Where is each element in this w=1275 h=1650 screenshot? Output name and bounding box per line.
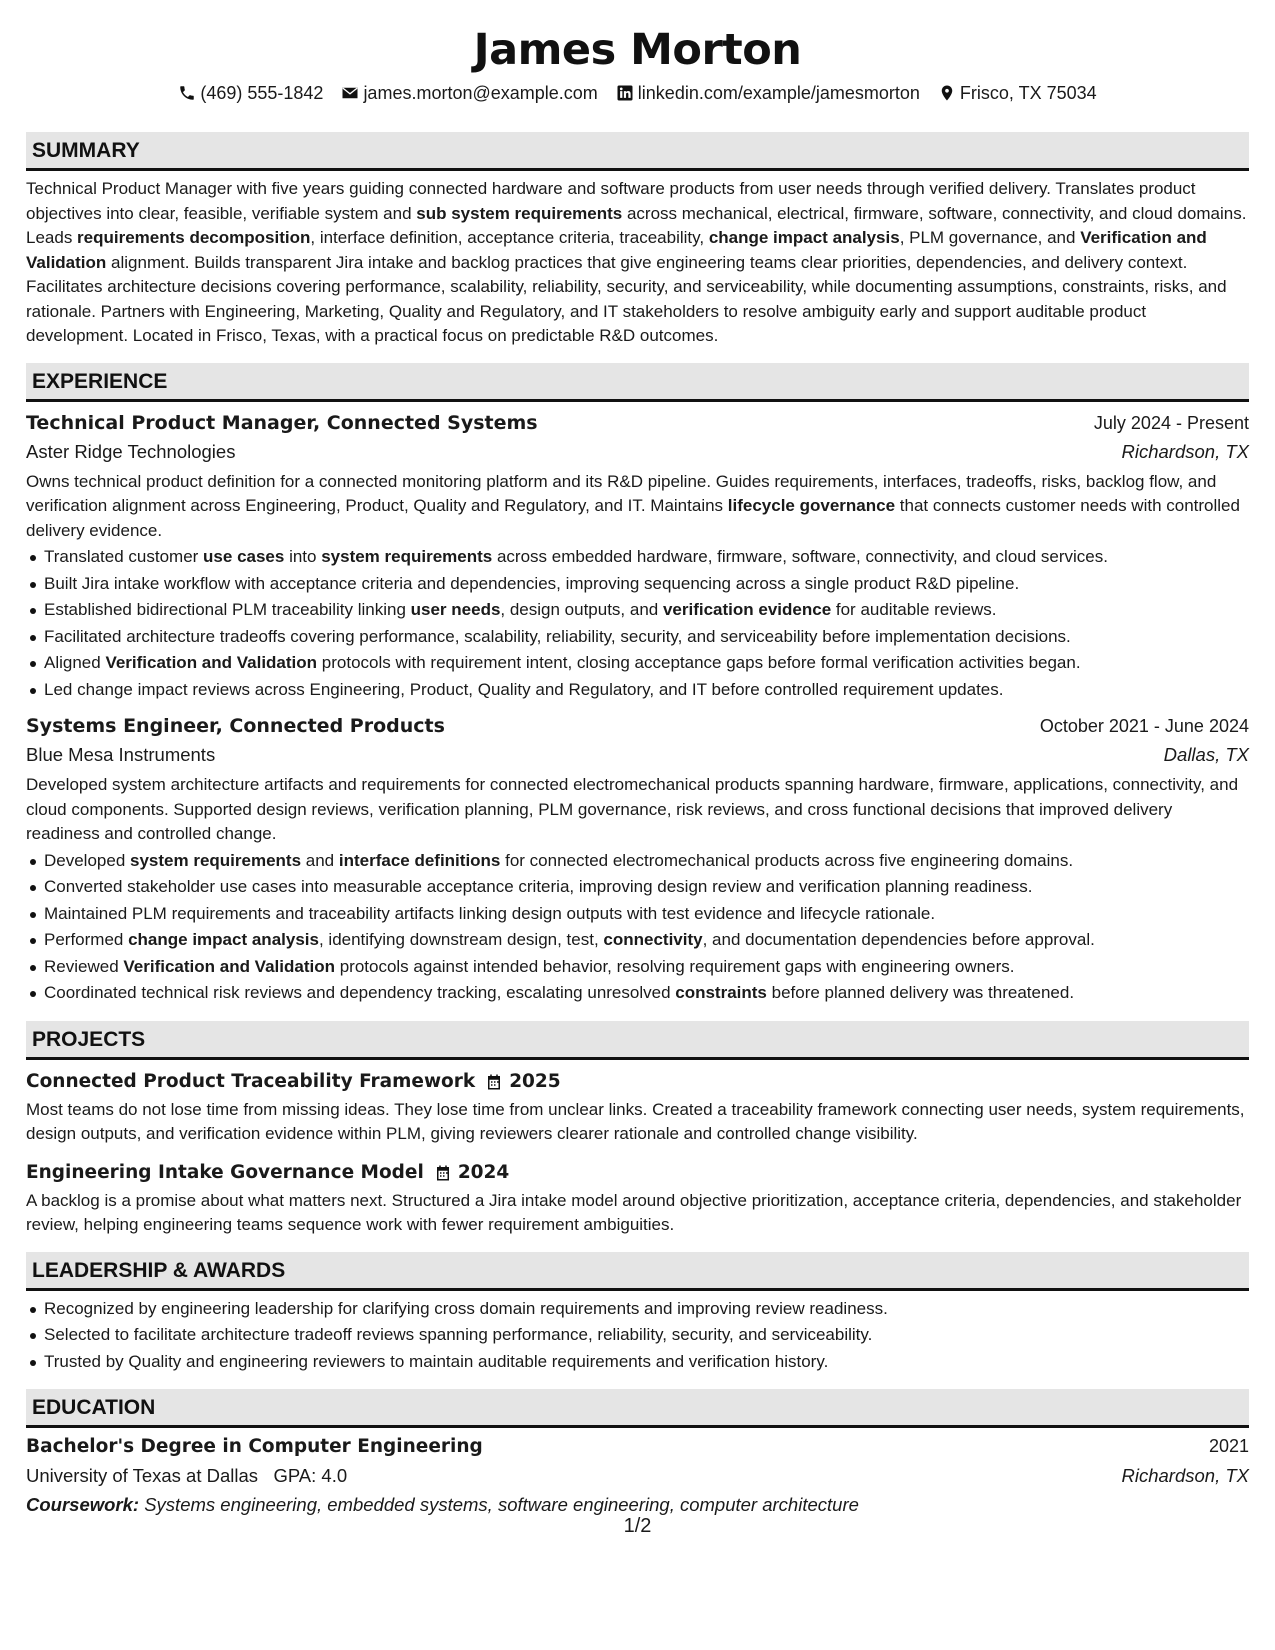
email-text[interactable]: james.morton@example.com	[363, 83, 598, 103]
job-title: Technical Product Manager, Connected Systems	[26, 411, 538, 434]
phone-text: (469) 555-1842	[200, 83, 324, 103]
list-item: Maintained PLM requirements and traceability artifacts linking design outputs with test evidence and lifecycle rationale.	[26, 901, 1249, 928]
list-item: Translated customer use cases into system requirements across embedded hardware, firmware, software, connectivity, and cloud services.	[26, 544, 1249, 571]
list-item: Established bidirectional PLM traceability linking user needs, design outputs, and verification evidence for auditable reviews.	[26, 597, 1249, 624]
page-number: 1/2	[623, 1515, 652, 1537]
project-year: 2025	[509, 1070, 561, 1092]
emphasis-text: constraints	[675, 983, 767, 1002]
section-heading: EXPERIENCE	[26, 363, 1249, 402]
project-year: 2024	[457, 1161, 510, 1183]
job-location: Dallas, TX	[1163, 744, 1249, 765]
section-heading: EDUCATION	[26, 1389, 1249, 1428]
list-item: Trusted by Quality and engineering reviewers to maintain auditable requirements and verification history.	[26, 1349, 1249, 1376]
project-description: A backlog is a promise about what matters next. Structured a Jira intake model around objective prioritization, acceptance criteria, dependencies, and stakeholder review, helping engineering teams sequence work with fewer requirement ambiguities.	[26, 1190, 1242, 1234]
section-heading: LEADERSHIP & AWARDS	[26, 1252, 1249, 1291]
company-name: Aster Ridge Technologies	[26, 440, 236, 462]
contact-email[interactable]	[341, 80, 597, 106]
project-description: Most teams do not lose time from missing ideas. They lose time from unclear links. Created a traceability framework connecting user needs, system requirements, design outputs, and verification evidence within PLM, giving reviewers clearer rationale and controlled change visibility.	[26, 1099, 1245, 1143]
list-item: Facilitated architecture tradeoffs covering performance, scalability, reliability, security, and serviceability before implementation decisions.	[26, 624, 1249, 651]
list-item: Developed system requirements and interface definitions for connected electromechanical products across five engineering domains.	[26, 848, 1249, 875]
job-description: Owns technical product definition for a connected monitoring platform and its R&D pipeline. Guides requirements, interfaces, tradeoffs, risks, backlog flow, and verification alignment across Engineering, Product, Quality and Regulatory, and IT. Maintains lifecycle governance that connects customer needs with controlled delivery evidence.	[26, 471, 1240, 540]
leadership-list	[26, 1296, 1249, 1376]
leadership-section	[26, 1252, 1249, 1376]
project-entry	[26, 1068, 1249, 1147]
list-item: Performed change impact analysis, identifying downstream design, test, connectivity, and documentation dependencies before approval.	[26, 927, 1249, 954]
school-location: Richardson, TX	[1121, 1465, 1249, 1486]
list-item: Led change impact reviews across Engineering, Product, Quality and Regulatory, and IT before controlled requirement updates.	[26, 677, 1249, 704]
phone-icon	[178, 84, 196, 102]
experience-section	[26, 363, 1249, 1007]
job-dates: July 2024 - Present	[1093, 412, 1249, 433]
list-item: Reviewed Verification and Validation protocols against intended behavior, resolving requirement gaps with engineering owners.	[26, 954, 1249, 981]
emphasis-text: user needs	[410, 600, 501, 619]
job-title: Systems Engineer, Connected Products	[26, 715, 445, 737]
contact-linkedin[interactable]	[616, 80, 920, 106]
emphasis-text: requirements decomposition	[77, 228, 311, 247]
emphasis-text: system requirements	[321, 547, 493, 566]
job-location: Richardson, TX	[1121, 440, 1249, 462]
linkedin-icon	[616, 84, 634, 102]
emphasis-text: Verification and Validation	[123, 956, 335, 976]
job-entry	[26, 711, 1249, 1007]
job-bullets	[26, 848, 1249, 1007]
contact-bar	[26, 80, 1249, 106]
company-name: Blue Mesa Instruments	[26, 744, 216, 765]
coursework-text: Systems engineering, embedded systems, software engineering, computer architecture	[144, 1494, 859, 1515]
calendar-icon	[485, 1073, 503, 1091]
linkedin-text[interactable]: linkedin.com/example/jamesmorton	[637, 83, 920, 103]
degree-title: Bachelor's Degree in Computer Engineering	[26, 1436, 483, 1457]
list-item: Coordinated technical risk reviews and dependency tracking, escalating unresolved constraints before planned delivery was threatened.	[26, 980, 1249, 1007]
gpa: GPA: 4.0	[273, 1465, 348, 1486]
calendar-icon	[434, 1164, 452, 1182]
emphasis-text: system requirements	[130, 850, 302, 870]
location-text: Frisco, TX 75034	[959, 83, 1097, 103]
emphasis-text: change impact analysis	[708, 228, 900, 247]
summary-section	[26, 132, 1249, 349]
degree-year: 2021	[1208, 1436, 1249, 1456]
project-name: Connected Product Traceability Framework	[26, 1070, 476, 1092]
emphasis-text: interface definitions	[338, 850, 501, 870]
emphasis-text: connectivity	[603, 930, 703, 949]
emphasis-text: lifecycle governance	[727, 496, 896, 515]
section-heading: PROJECTS	[26, 1021, 1249, 1060]
job-dates: October 2021 - June 2024	[1039, 716, 1249, 736]
job-entry	[26, 408, 1249, 704]
candidate-name: James Morton	[473, 25, 802, 75]
job-bullets	[26, 544, 1249, 703]
emphasis-text: Verification and Validation	[105, 653, 318, 672]
emphasis-text: sub system requirements	[416, 203, 623, 223]
contact-phone	[178, 80, 323, 106]
emphasis-text: change impact analysis	[128, 930, 319, 949]
job-description: Developed system architecture artifacts and requirements for connected electromechanical products spanning hardware, firmware, applications, connectivity, and cloud components. Supported design reviews, verification planning, PLM governance, risk reviews, and cross functional decisions that improved delivery readiness and controlled change.	[26, 775, 1239, 843]
list-item: Built Jira intake workflow with acceptance criteria and dependencies, improving sequencing across a single product R&D pipeline.	[26, 571, 1249, 598]
list-item: Aligned Verification and Validation protocols with requirement intent, closing acceptance gaps before formal verification activities began.	[26, 650, 1249, 677]
list-item: Selected to facilitate architecture tradeoff reviews spanning performance, reliability, security, and serviceability.	[26, 1322, 1249, 1349]
list-item: Converted stakeholder use cases into measurable acceptance criteria, improving design review and verification planning readiness.	[26, 874, 1249, 901]
project-name: Engineering Intake Governance Model	[26, 1161, 424, 1183]
emphasis-text: Verification and Validation	[26, 228, 1207, 272]
emphasis-text: verification evidence	[662, 600, 832, 619]
projects-section	[26, 1021, 1249, 1238]
contact-location	[938, 80, 1097, 106]
education-section	[26, 1389, 1249, 1519]
envelope-icon	[341, 84, 359, 102]
summary-text: Technical Product Manager with five years guiding connected hardware and software products from user needs through verified delivery. Translates product objectives into clear, feasible, verifiable system and sub system requirements across mechanical, electrical, firmware, software, connectivity, and cloud domains. Leads requirements decomposition, interface definition, acceptance criteria, traceability, change impact analysis, PLM governance, and Verification and Validation alignment. Builds transparent Jira intake and backlog practices that give engineering teams clear priorities, dependencies, and delivery context. Facilitates architecture decisions covering performance, scalability, reliability, security, and serviceability, while documenting assumptions, constraints, risks, and rationale. Partners with Engineering, Marketing, Quality and Regulatory, and IT stakeholders to resolve ambiguity early and support auditable product development. Located in Frisco, Texas, with a practical focus on predictable R&D outcomes.	[26, 179, 1247, 345]
coursework-label: Coursework:	[26, 1494, 140, 1515]
school-name: University of Texas at Dallas	[26, 1465, 259, 1486]
map-pin-icon	[938, 84, 956, 102]
emphasis-text: use cases	[203, 547, 285, 566]
section-heading: SUMMARY	[26, 132, 1249, 171]
list-item: Recognized by engineering leadership for clarifying cross domain requirements and improving review readiness.	[26, 1296, 1249, 1323]
project-entry	[26, 1159, 1249, 1238]
